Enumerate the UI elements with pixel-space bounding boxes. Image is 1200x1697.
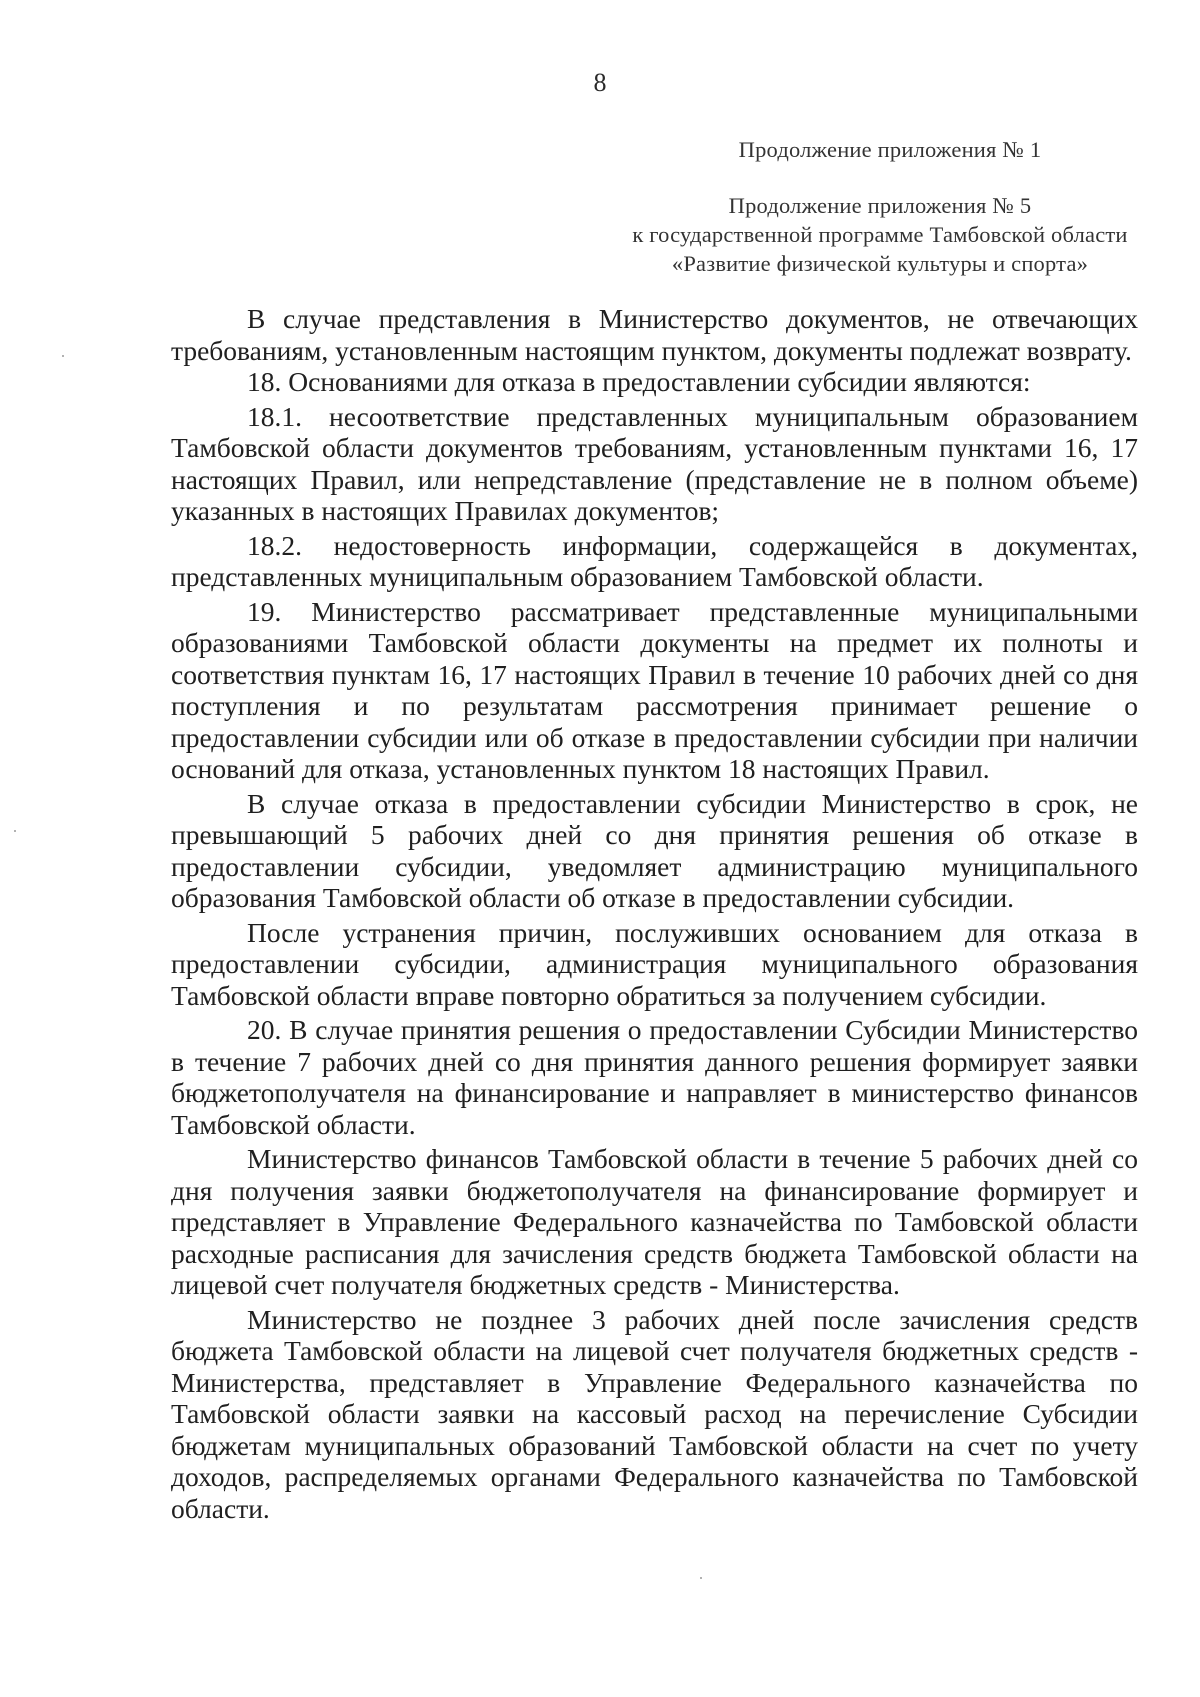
paragraph-18-1: 18.1. несоответствие представленных муниципальным образованием Тамбовской области документов требованиям, установленным пунктами 16, 17 настоящих Правил, или непредставление (представление не в полном объеме) указанных в настоящих Правилах документов; [171,400,1138,526]
appendix-1-continuation-line: Продолжение приложения № 1 [738,137,1042,162]
appendix-5-continuation-header [600,191,1160,278]
paragraph-20: 20. В случае принятия решения о предоставлении Субсидии Министерство в течение 7 рабочих дней со дня принятия данного решения формирует заявки бюджетополучателя на финансирование и направляет в министерство финансов Тамбовской области. [171,1014,1138,1140]
paragraph-finance-ministry: Министерство финансов Тамбовской области в течение 5 рабочих дней со дня получения заявки бюджетополучателя на финансирование формирует и представляет в Управление Федерального казначейства по Тамбовской области расходные расписания для зачисления средств бюджета Тамбовской области на лицевой счет получателя бюджетных средств - Министерства. [171,1143,1138,1300]
paragraph-refusal-notice: В случае отказа в предоставлении субсидии Министерство в срок, не превышающий 5 рабочих дней со дня принятия решения об отказе в предоставлении субсидии, уведомляет администрацию муниципального образования Тамбовской области об отказе в предоставлении субсидии. [171,787,1138,913]
appendix-5-line-2: к государственной программе Тамбовской области [632,222,1128,247]
scan-speck [14,830,16,832]
paragraph-18-2: 18.2. недостоверность информации, содержащейся в документах, представленных муниципальным образованием Тамбовской области. [171,529,1138,592]
appendix-5-line-3: «Развитие физической культуры и спорта» [671,251,1089,276]
paragraph-18: 18. Основаниями для отказа в предоставлении субсидии являются: [247,366,1031,397]
appendix-5-line-1: Продолжение приложения № 5 [728,193,1032,218]
paragraph-reapplication: После устранения причин, послуживших основанием для отказа в предоставлении субсидии, администрация муниципального образования Тамбовской области вправе повторно обратиться за получением субсидии. [171,916,1138,1011]
document-body [171,303,1138,1524]
appendix-1-continuation-header [690,135,1090,164]
paragraph-treasury-request: Министерство не позднее 3 рабочих дней после зачисления средств бюджета Тамбовской области на лицевой счет получателя бюджетных средств - Министерства, представляет в Управление Федерального казначейства по Тамбовской области заявки на кассовый расход на перечисление Субсидии бюджетам муниципальных образований Тамбовской области на счет по учету доходов, распределяемых органами Федерального казначейства по Тамбовской области. [171,1303,1138,1524]
page-number: 8 [593,68,607,97]
paragraph-19: 19. Министерство рассматривает представленные муниципальными образованиями Тамбовской области документы на предмет их полноты и соответствия пунктам 16, 17 настоящих Правил в течение 10 рабочих дней со дня поступления и по результатам рассмотрения принимает решение о предоставлении субсидии или об отказе в предоставлении субсидии при наличии оснований для отказа, установленных пунктом 18 настоящих Правил. [171,595,1138,784]
paragraph-return-documents: В случае представления в Министерство документов, не отвечающих требованиям, установленным настоящим пунктом, документы подлежат возврату. [171,303,1138,366]
scan-speck [700,1577,702,1579]
scan-speck [62,355,64,357]
